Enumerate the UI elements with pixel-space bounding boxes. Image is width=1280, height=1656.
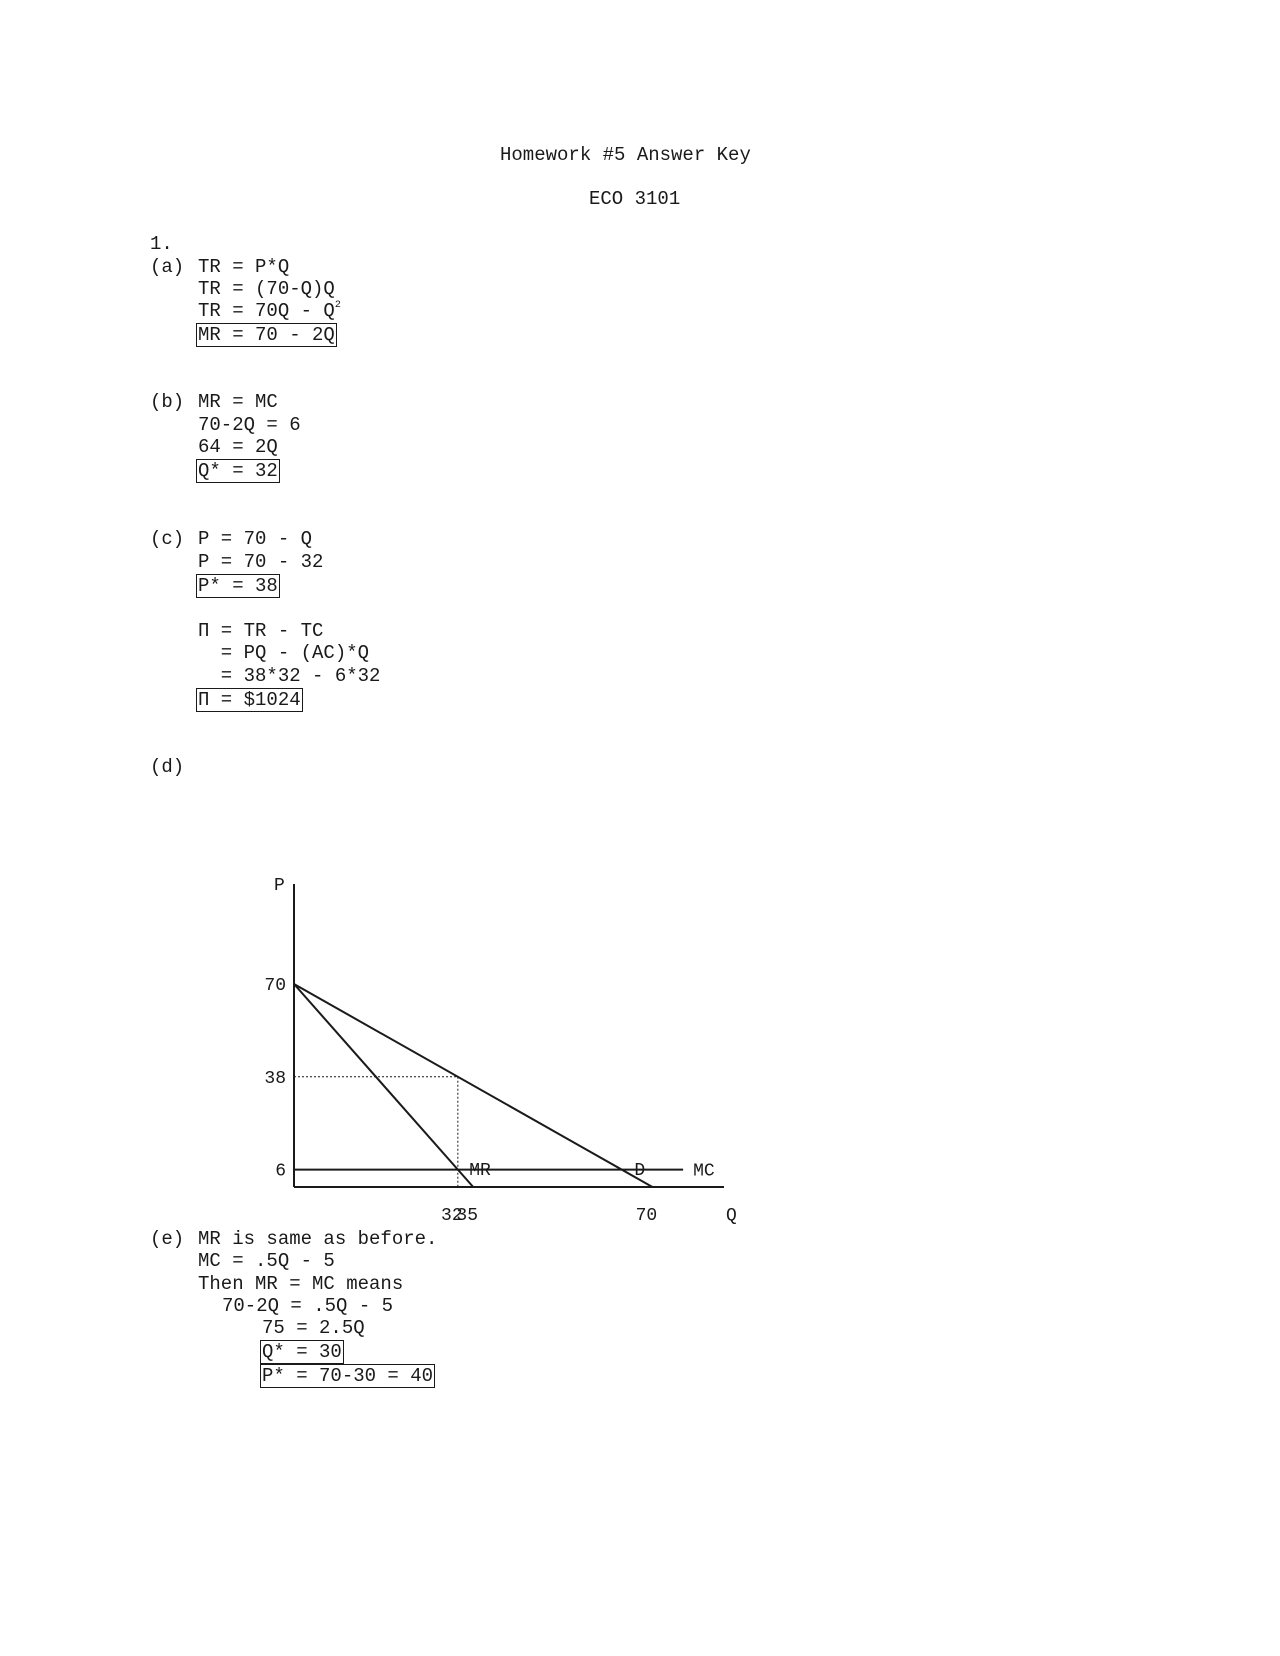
problem-number: 1. — [150, 233, 173, 255]
part-a-answer: MR = 70 - 2Q — [198, 324, 335, 346]
part-c-profit-answer: Π = $1024 — [198, 689, 301, 711]
d-label: D — [634, 1161, 646, 1181]
part-b-answer: Q* = 32 — [198, 460, 278, 482]
part-c-line-1: P = 70 - Q — [198, 528, 313, 550]
part-e-line-1: MR is same as before. — [198, 1228, 438, 1250]
part-e-quantity-answer: Q* = 30 — [262, 1341, 342, 1363]
x-tick-label: 32 — [441, 1206, 463, 1226]
part-e-price-answer: P* = 70-30 = 40 — [262, 1365, 434, 1387]
mc-label: MC — [693, 1161, 715, 1182]
x-axis-label: Q — [726, 1206, 737, 1226]
y-axis-label: P — [274, 876, 285, 896]
part-e-line-2: MC = .5Q - 5 — [198, 1250, 335, 1272]
part-b-line-3: 64 = 2Q — [198, 436, 278, 458]
y-tick-label: 6 — [275, 1161, 286, 1182]
d-curve — [294, 984, 652, 1187]
part-d-label: (d) — [150, 756, 185, 778]
part-c-line-2: P = 70 - 32 — [198, 551, 324, 573]
mr-label: MR — [469, 1161, 491, 1181]
part-e-line-4: 70-2Q = .5Q - 5 — [222, 1295, 394, 1317]
part-e-line-3: Then MR = MC means — [198, 1273, 404, 1295]
part-a-line-1: TR = P*Q — [198, 256, 290, 278]
part-c-line-6: = 38*32 - 6*32 — [198, 665, 381, 687]
part-b-line-1: MR = MC — [198, 391, 278, 413]
y-tick-label: 38 — [264, 1068, 286, 1089]
x-tick-label: 35 — [456, 1206, 479, 1226]
part-b-label: (b) — [150, 391, 185, 413]
x-tick-label: 70 — [635, 1206, 658, 1226]
part-c-line-5: = PQ - (AC)*Q — [198, 642, 370, 664]
part-e-label: (e) — [150, 1228, 185, 1250]
y-tick-label: 70 — [264, 976, 286, 996]
part-a-line-3-base: TR = 70Q - Q — [198, 300, 335, 322]
part-c-label: (c) — [150, 528, 185, 550]
part-a-line-2: TR = (70-Q)Q — [198, 278, 335, 300]
course-code: ECO 3101 — [589, 188, 681, 210]
part-c-price-answer: P* = 38 — [198, 575, 278, 597]
part-c-line-4: Π = TR - TC — [198, 620, 324, 642]
page-title: Homework #5 Answer Key — [500, 144, 751, 166]
part-a-exponent: 2 — [334, 300, 341, 311]
mr-curve — [294, 984, 473, 1187]
part-e-line-5: 75 = 2.5Q — [262, 1317, 365, 1339]
part-b-line-2: 70-2Q = 6 — [198, 414, 301, 436]
part-a-label: (a) — [150, 256, 185, 278]
